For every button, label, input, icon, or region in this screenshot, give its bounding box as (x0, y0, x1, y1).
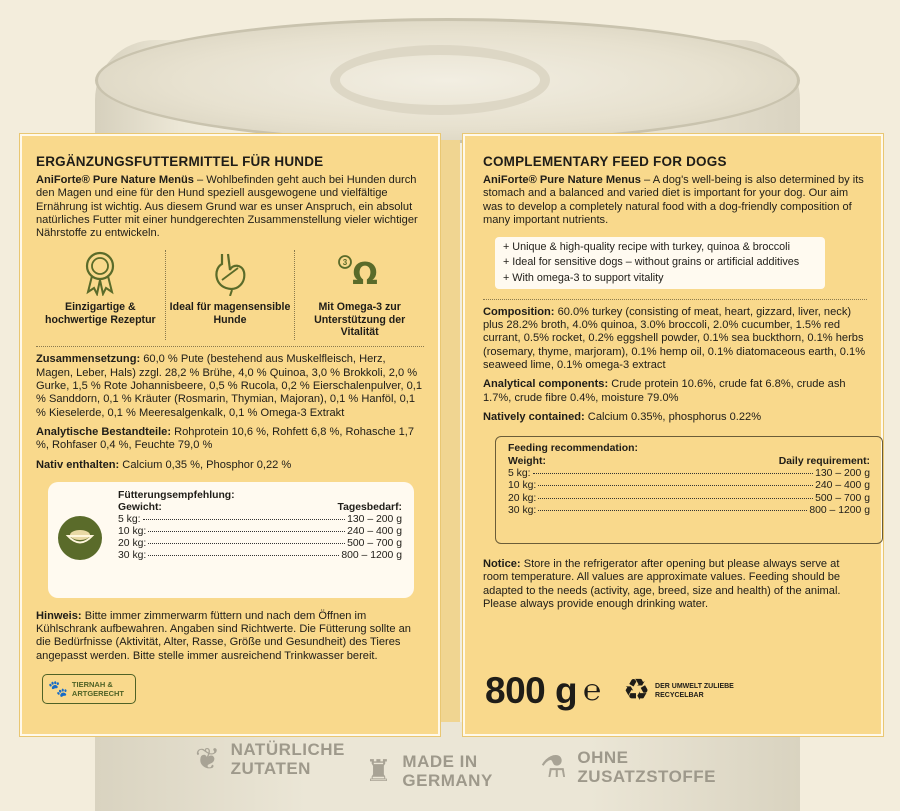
intro-paragraph (36, 174, 424, 240)
native-text: Calcium 0.35%, phosphorus 0.22% (584, 410, 762, 423)
award-icon (80, 250, 120, 296)
analytical-text: Rohprotein 10,6 %, Rohfett 6,8 %, Rohasche 1,7 %, Rohfaser 0,4 %, Feuchte 79,0 % (36, 425, 414, 452)
row-amount: 130 – 200 g (815, 467, 870, 479)
notice-label: Hinweis: (36, 609, 82, 622)
row-weight: 10 kg: (118, 525, 147, 537)
row-weight: 5 kg: (508, 467, 531, 479)
band-label: ZUTATEN (230, 759, 311, 778)
feature-label: Mit Omega-3 zur Unterstützung der Vitalität (314, 301, 406, 339)
band-item-made-in (365, 752, 493, 790)
intro-text: – Wohlbefinden geht auch bei Hunden durch den Magen und eine für den Hund speziell ausgewogene und vielfältige Ernährung ist wichtig. Aus diesem Grund war es unser Anspruch, ein absolut natürliches Futter mit einer hundgerechten Zusammenstellung vieler wichtiger Nährstoffe zu entwickeln. (36, 174, 418, 240)
table-row (118, 514, 402, 526)
badge-text: TIERNAH & (71, 680, 113, 689)
composition-label: Composition: (483, 305, 555, 318)
list-item: + With omega-3 to support vitality (503, 271, 664, 284)
table-row (118, 538, 402, 550)
row-weight: 20 kg: (508, 492, 537, 504)
recycle-text: RECYCELBAR (655, 692, 704, 699)
recycle-text: DER UMWELT ZULIEBE (655, 683, 734, 690)
table-row (508, 480, 870, 492)
feeding-title: Feeding recommendation: (508, 443, 638, 455)
row-amount: 800 – 1200 g (341, 549, 402, 561)
native-paragraph (483, 411, 867, 424)
row-weight: 5 kg: (118, 513, 141, 525)
feature-label: Einzigartige & hochwertige Rezeptur (45, 301, 156, 326)
omega-3-icon (335, 250, 385, 296)
band-label: NATÜRLICHE (230, 740, 345, 759)
row-amount: 130 – 200 g (347, 513, 402, 525)
brand-name: AniForte® Pure Nature Menüs (36, 174, 194, 186)
stomach-icon (208, 250, 252, 296)
svg-text:Ω: Ω (351, 257, 378, 293)
paw-icon: 🐾 (48, 680, 68, 698)
composition-text: 60.0% turkey (consisting of meat, heart, gizzard, liver, neck) plus 28.2% broth, 4.0% quinoa, 3.0% broccoli, 2.0% cucumber, 1.5% red currant, 0.5% rocket, 0.2% eggshell powder, 0.1% sea buckthorn, 0.1% herbs (rosemary, thyme, marjoram), 0.1% hemp oil, 0.1% diatomaceous earth, 0.1% seaweed lime, 0.1% omega-3 extract (483, 305, 866, 371)
germany-map-icon: ♜ (365, 754, 393, 788)
column-weight: Weight: (508, 455, 546, 467)
band-label: GERMANY (402, 771, 493, 790)
benefits-list (495, 237, 825, 289)
flask-icon: ⚗ (540, 750, 568, 784)
panel-german (20, 134, 440, 736)
feeding-table (495, 436, 883, 544)
svg-text:3: 3 (342, 258, 347, 268)
divider (36, 346, 424, 347)
column-daily: Daily requirement: (778, 455, 870, 467)
panel-english (463, 134, 883, 736)
native-label: Natively contained: (483, 410, 585, 423)
band-label: ZUSATZSTOFFE (577, 767, 716, 786)
row-amount: 240 – 400 g (815, 480, 870, 492)
table-row (118, 526, 402, 538)
recycle-icon: ♻ (623, 674, 651, 707)
feeding-table (48, 482, 414, 598)
tiernah-badge (42, 674, 136, 704)
column-weight: Gewicht: (118, 501, 162, 513)
analytical-paragraph (483, 378, 867, 405)
net-weight: 800 g (485, 670, 578, 711)
feature-stomach (165, 250, 295, 340)
feeding-title: Fütterungsempfehlung: (118, 489, 235, 501)
table-row (508, 468, 870, 480)
notice-paragraph (483, 558, 867, 611)
net-weight-row (485, 670, 734, 712)
row-amount: 240 – 400 g (347, 525, 402, 537)
analytical-paragraph (36, 426, 424, 453)
recycle-mark (623, 676, 734, 706)
can-pull-ring (330, 45, 550, 115)
row-amount: 500 – 700 g (347, 537, 402, 549)
badge-text: ARTGERECHT (71, 689, 125, 698)
notice-text: Bitte immer zimmerwarm füttern und nach dem Öffnen im Kühlschrank aufbewahren. Angaben sind Richtwerte. Die Fütterung sollte an die Bedürfnisse (Aktivität, Alter, Rasse, Größe und Gesundheit) des Tieres angepasst werden. Bitte stelle immer ausreichend Trinkwasser bereit. (36, 609, 411, 662)
composition-paragraph (36, 353, 424, 419)
table-row (508, 505, 870, 517)
analytical-label: Analytische Bestandteile: (36, 425, 172, 438)
band-label: OHNE (577, 748, 629, 767)
leaf-icon: ❦ (195, 742, 221, 776)
band-item-no-additives (540, 748, 716, 786)
intro-paragraph (483, 174, 867, 227)
row-weight: 20 kg: (118, 537, 147, 549)
intro-text: – A dog's well-being is also determined by its stomach and a balanced and varied diet is important for your dog. Our aim was to develop a completely natural food with a dog-friendly composition of many important nutrients. (483, 174, 864, 226)
table-row (118, 550, 402, 562)
list-item: + Unique & high-quality recipe with turkey, quinoa & broccoli (503, 241, 790, 254)
feeding-header (118, 502, 402, 514)
notice-label: Notice: (483, 558, 521, 571)
divider (483, 299, 867, 300)
composition-paragraph (483, 306, 867, 372)
notice-paragraph (36, 610, 424, 663)
row-amount: 800 – 1200 g (809, 505, 870, 517)
row-weight: 10 kg: (508, 480, 537, 492)
feature-omega (294, 250, 424, 340)
brand-name: AniForte® Pure Nature Menus (483, 174, 641, 186)
row-weight: 30 kg: (118, 549, 147, 561)
feature-recipe (36, 250, 165, 340)
native-text: Calcium 0,35 %, Phosphor 0,22 % (119, 458, 292, 471)
composition-label: Zusammensetzung: (36, 353, 141, 366)
feature-label: Ideal für magensensible Hunde (169, 301, 291, 326)
native-paragraph (36, 459, 424, 472)
panel-title: ERGÄNZUNGSFUTTERMITTEL FÜR HUNDE (36, 154, 324, 169)
feature-icons-row (36, 250, 424, 340)
panel-title: COMPLEMENTARY FEED FOR DOGS (483, 154, 727, 169)
e-mark-icon: ℮ (583, 674, 602, 707)
row-amount: 500 – 700 g (815, 492, 870, 504)
feeding-header (508, 456, 870, 468)
list-item: + Ideal for sensitive dogs – without grains or artificial additives (503, 256, 800, 269)
analytical-label: Analytical components: (483, 378, 609, 391)
table-row (508, 493, 870, 505)
composition-text: 60,0 % Pute (bestehend aus Muskelfleisch, Herz, Magen, Leber, Hals) zzgl. 28,2 % Brühe, 4,0 % Quinoa, 3,0 % Brokkoli, 2,0 % Gurke, 1,5 % Rote Johannisbeere, 0,5 % Rucola, 0,2 % Eierschalenpulver, 0,1 % Sanddorn, 0,1 % Kräuter (Rosmarin, Thymian, Majoran), 0,1 % Hanföl, 0,1 % Kieselerde, 0,1 % Meeresalgenkalk, 0,1 % Omega-3 Extrakt (36, 353, 423, 419)
band-item-natural (195, 740, 345, 778)
band-label: MADE IN (402, 752, 478, 771)
analytical-text: Crude protein 10.6%, crude fat 6.8%, crude ash 1.7%, crude fibre 0.4%, moisture 79.0% (483, 378, 846, 404)
column-daily: Tagesbedarf: (337, 501, 402, 513)
native-label: Nativ enthalten: (36, 458, 120, 471)
food-bowl-icon (58, 516, 102, 560)
row-weight: 30 kg: (508, 505, 537, 517)
notice-text: Store in the refrigerator after opening but please always serve at room temperature. All values are approximate values. Feeding should be adapted to the needs (activity, age, breed, size and health) of the animal. Please always provide enough drinking water. (483, 558, 841, 611)
